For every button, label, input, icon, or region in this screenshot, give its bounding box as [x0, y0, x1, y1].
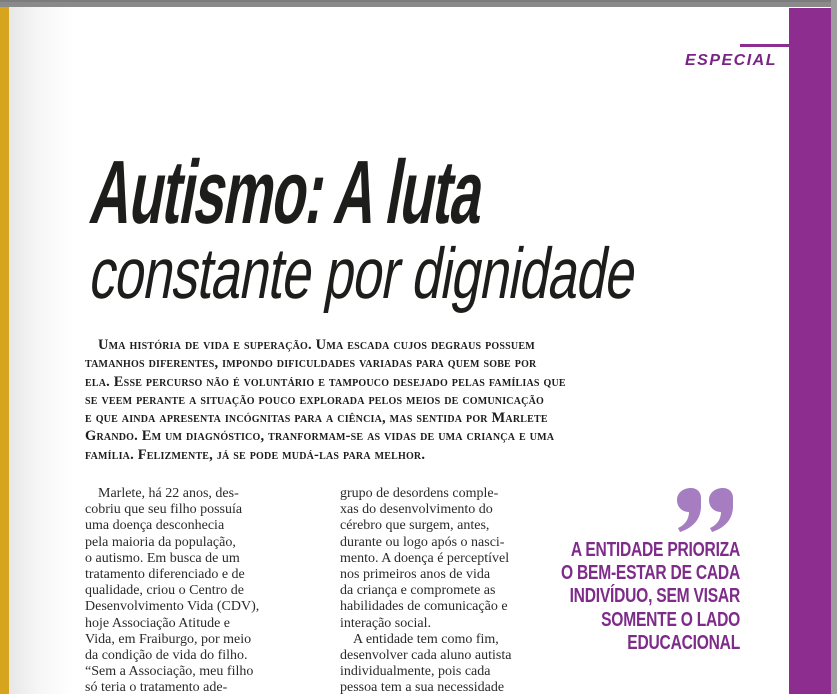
text-line: tamanhos diferentes, impondo dificuldades variadas para quem sobe por [85, 355, 537, 372]
text-line: interação social. [340, 615, 431, 631]
text-line: Marlete, há 22 anos, des- [98, 486, 239, 501]
text-line: uma doença desconhecia [85, 518, 225, 534]
text-line: Uma história de vida e superação. Uma escada cujos degraus possuem [98, 337, 535, 353]
text-line: INDIVÍDUO, SEM VISAR [569, 585, 740, 608]
section-tag-rule [740, 44, 789, 47]
text-line: cobriu que seu filho possuía [85, 502, 243, 518]
text-line: tratamento diferenciado e de [85, 567, 245, 583]
text-line: pela maioria da população, [85, 534, 236, 550]
scan-edge-right [831, 0, 837, 694]
text-line: SOMENTE O LADO [601, 608, 740, 631]
text-line: EDUCACIONAL [627, 631, 740, 654]
text-line: durante ou logo após o nasci- [340, 534, 505, 550]
section-side-bar [789, 8, 831, 694]
text-line: família. Felizmente, já se pode mudá-las para melhor. [85, 446, 426, 463]
pull-quote-text [483, 539, 740, 655]
text-line: só teria o tratamento ade- [85, 680, 228, 694]
text-line: Vida, em Fraiburgo, por meio [85, 631, 252, 647]
text-line: o autismo. Em busca de um [85, 550, 240, 566]
text-line: cérebro que surgem, antes, [340, 518, 490, 534]
text-line: grupo de desordens comple- [340, 486, 499, 501]
section-tag-label: ESPECIAL [684, 52, 777, 69]
article-title-line1: Autismo: A luta [84, 143, 492, 243]
text-line: mento. A doença é perceptível [340, 550, 510, 566]
page-gutter-shadow [9, 7, 73, 694]
article-lead-paragraph [85, 336, 715, 464]
text-line: pessoa tem a sua necessidade [340, 680, 505, 694]
text-line: Desenvolvimento Vida (CDV), [85, 599, 260, 615]
text-line: se veem perante a situação pouco explorada pelos meios de comunicação [85, 391, 544, 408]
text-line: ela. Esse percurso não é voluntário e tampouco desejado pelas famílias que [85, 373, 566, 390]
text-line: habilidades de comunicação e [340, 599, 508, 615]
article-title-line2: constante por dignidade [84, 234, 643, 314]
text-line: desenvolver cada aluno autista [340, 648, 512, 664]
text-line: xas do desenvolvimento do [340, 502, 493, 518]
text-line: e que ainda apresenta incógnitas para a ciência, mas sentida por Marlete [85, 410, 548, 427]
closing-double-quote-icon [677, 488, 737, 532]
text-line: hoje Associação Atitude e [85, 615, 231, 631]
scan-edge-top [0, 0, 837, 7]
text-line: nos primeiros anos de vida [340, 567, 491, 583]
page-binding-strip [0, 7, 9, 694]
text-line: qualidade, criou o Centro de [85, 583, 245, 599]
text-line: A ENTIDADE PRIORIZA [570, 539, 740, 561]
text-line: A entidade tem como fim, [353, 631, 499, 647]
text-line: Grando. Em um diagnóstico, tranformam-se as vidas de uma criança e uma [85, 428, 555, 445]
text-line: individualmente, pois cada [340, 664, 491, 680]
body-column-1 [85, 486, 330, 694]
text-line: O BEM-ESTAR DE CADA [560, 562, 740, 585]
text-line: “Sem a Associação, meu filho [85, 664, 254, 680]
text-line: da criança e compromete as [340, 583, 496, 599]
text-line: da condição de vida do filho. [85, 648, 248, 664]
